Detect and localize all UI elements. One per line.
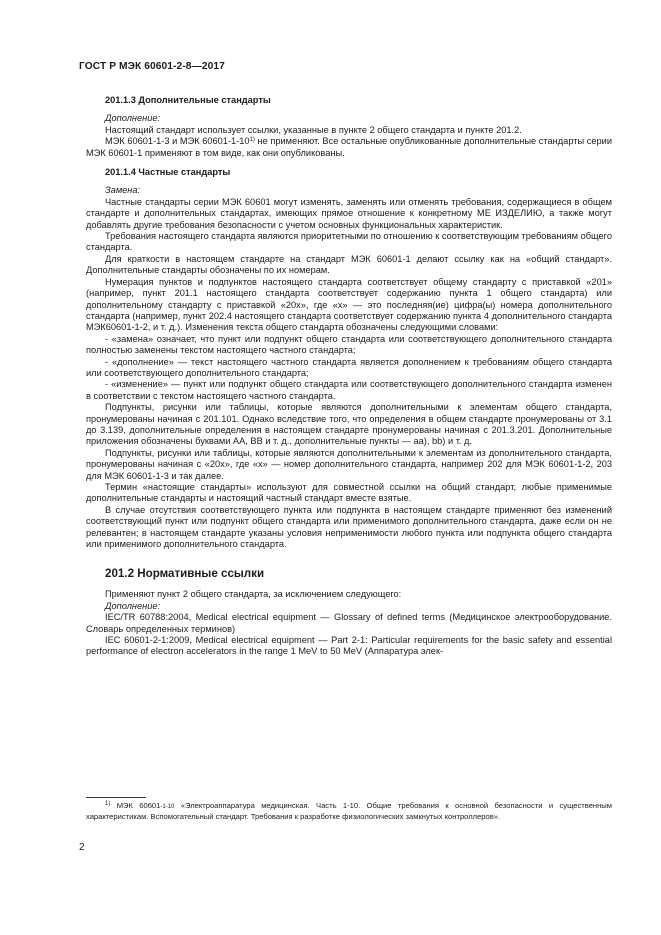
footnote-ref-sub: -1-10 (160, 804, 175, 810)
paragraph: Нумерация пунктов и подпунктов настоящего стандарта соответствует общему стандарту с приставкой «201» (например, пункт 201.1 настоящего стандарта соответствует содержанию пункта 1 общего стандарта) или дополнительному стандарту с приставкой «20х», где «х» — это последняя(ие) цифра(ы) номера дополнительного стандарта (например, пункт 202.4 настоящего стандарта соответствует содержанию пункта 4 дополнительного стандарта МЭК60601-1-2, и т. д.). Изменения текста общего стандарта обозначены следующими словами: (86, 276, 612, 333)
text-run: МЭК 60601-1-3 и МЭК 60601-1-10 (105, 136, 250, 147)
footnote (86, 801, 612, 822)
paragraph: Требования настоящего стандарта являются приоритетными по отношению к соответствующим требованиям общего стандарта. (86, 231, 612, 253)
paragraph (86, 136, 612, 159)
footnote-separator (86, 797, 146, 798)
heading-201-1-4: 201.1.4 Частные стандарты (105, 167, 231, 178)
reference-item: IEC/TR 60788:2004, Medical electrical equipment — Glossary of defined terms (Медицинское электрооборудование. Словарь определенных терминов) (86, 612, 612, 634)
paragraph: Применяют пункт 2 общего стандарта, за исключением следующего: (105, 589, 402, 600)
list-item: - «изменение» — пункт или подпункт общего стандарта или соответствующего дополнительного стандарта изменен в соответствии с текстом настоящего частного стандарта. (86, 379, 612, 401)
heading-201-1-3: 201.1.3 Дополнительные стандарты (105, 95, 271, 105)
label-addition: Дополнение: (105, 600, 161, 611)
list-item: - «дополнение» — текст настоящего частного стандарта является дополнением к требованиям общего стандарта или соответствующего дополнительного стандарта; (86, 356, 612, 378)
footnote-ref: 1) (249, 137, 255, 144)
paragraph: В случае отсутствия соответствующего пункта или подпункта в настоящем стандарте применяют без изменений соответствующий пункт или подпункт общего стандарта или применимого дополнительного стандарта, даже если он не релевантен; в настоящем стандарте указаны условия неприменимости любого пункта или подпункта общего стандарта или применимого дополнительного стандарта. (86, 504, 612, 550)
paragraph: Термин «настоящие стандарты» используют для совместной ссылки на общий стандарт, любые применимые дополнительные стандарты и настоящий частный стандарт вместе взятые. (86, 482, 612, 504)
paragraph: Подпункты, рисунки или таблицы, которые являются дополнительными к элементам общего стандарта, пронумерованы начиная с 201.101. Однако вследствие того, что определения в общем стандарте пронумерованы от 3.1 до 3.139, дополнительные определения в настоящем стандарте пронумерованы начиная с 201.3.201. Дополнительные приложения обозначены буквами АА, ВВ и т. д., дополнительные пункты — aa), bb) и т. д. (86, 402, 612, 447)
text-run: не применяют. Все остальные опубликованные дополнительные стандарты серии МЭК 60601-1 применяют в том виде, как они опубликованы. (86, 136, 613, 158)
list-item: - «замена» означает, что пункт или подпункт общего стандарта или соответствующего дополнительного стандарта полностью заменены текстом настоящего частного стандарта; (86, 333, 612, 356)
page-number: 2 (79, 842, 85, 853)
footnote-marker: 1) (105, 801, 111, 807)
footnote-ref-main: МЭК 60601 (116, 801, 161, 810)
reference-item: IEC 60601-2-1:2009, Medical electrical equipment — Part 2-1: Particular requirements for the basic safety and essential performance of electron accelerators in the range 1 MeV to 50 MeV (Аппаратура элек- (86, 635, 612, 657)
label-addition: Дополнение: (105, 113, 161, 124)
paragraph: Частные стандарты серии МЭК 60601 могут изменять, заменять или отменять требования, содержащиеся в общем стандарте и дополнительных стандартах, имеющих прямое отношение к конкретному МЕ ИЗДЕЛИЮ, а также могут добавлять другие требования безопасности с учетом основных функциональных характеристик. (86, 196, 612, 230)
page-header-standard-id: ГОСТ Р МЭК 60601-2-8—2017 (79, 61, 225, 72)
paragraph: Подпункты, рисунки или таблицы, которые являются дополнительными к элементам из дополнительного стандарта, пронумерованы начиная с «20х», где «х» — номер дополнительного стандарта, например 202 для МЭК 60601-1-2, 203 для МЭК 60601-1-3 и так далее. (86, 447, 612, 481)
paragraph: Для краткости в настоящем стандарте на стандарт МЭК 60601-1 делают ссылку как на «общий стандарт». Дополнительные стандарты обозначены по их номерам. (86, 253, 612, 276)
footnote-text: «Электроаппаратура медицинская. Часть 1-10. Общие требования к основной безопасности и существенным характеристикам. Вспомогательный стандарт. Требования к разработке физиологических замкнутых контроллеров». (86, 801, 612, 821)
paragraph: Настоящий стандарт использует ссылки, указанные в пункте 2 общего стандарта и пункте 201.2. (105, 124, 522, 135)
heading-201-2: 201.2 Нормативные ссылки (105, 567, 265, 581)
label-replacement: Замена: (105, 185, 141, 196)
main-content (86, 95, 612, 658)
